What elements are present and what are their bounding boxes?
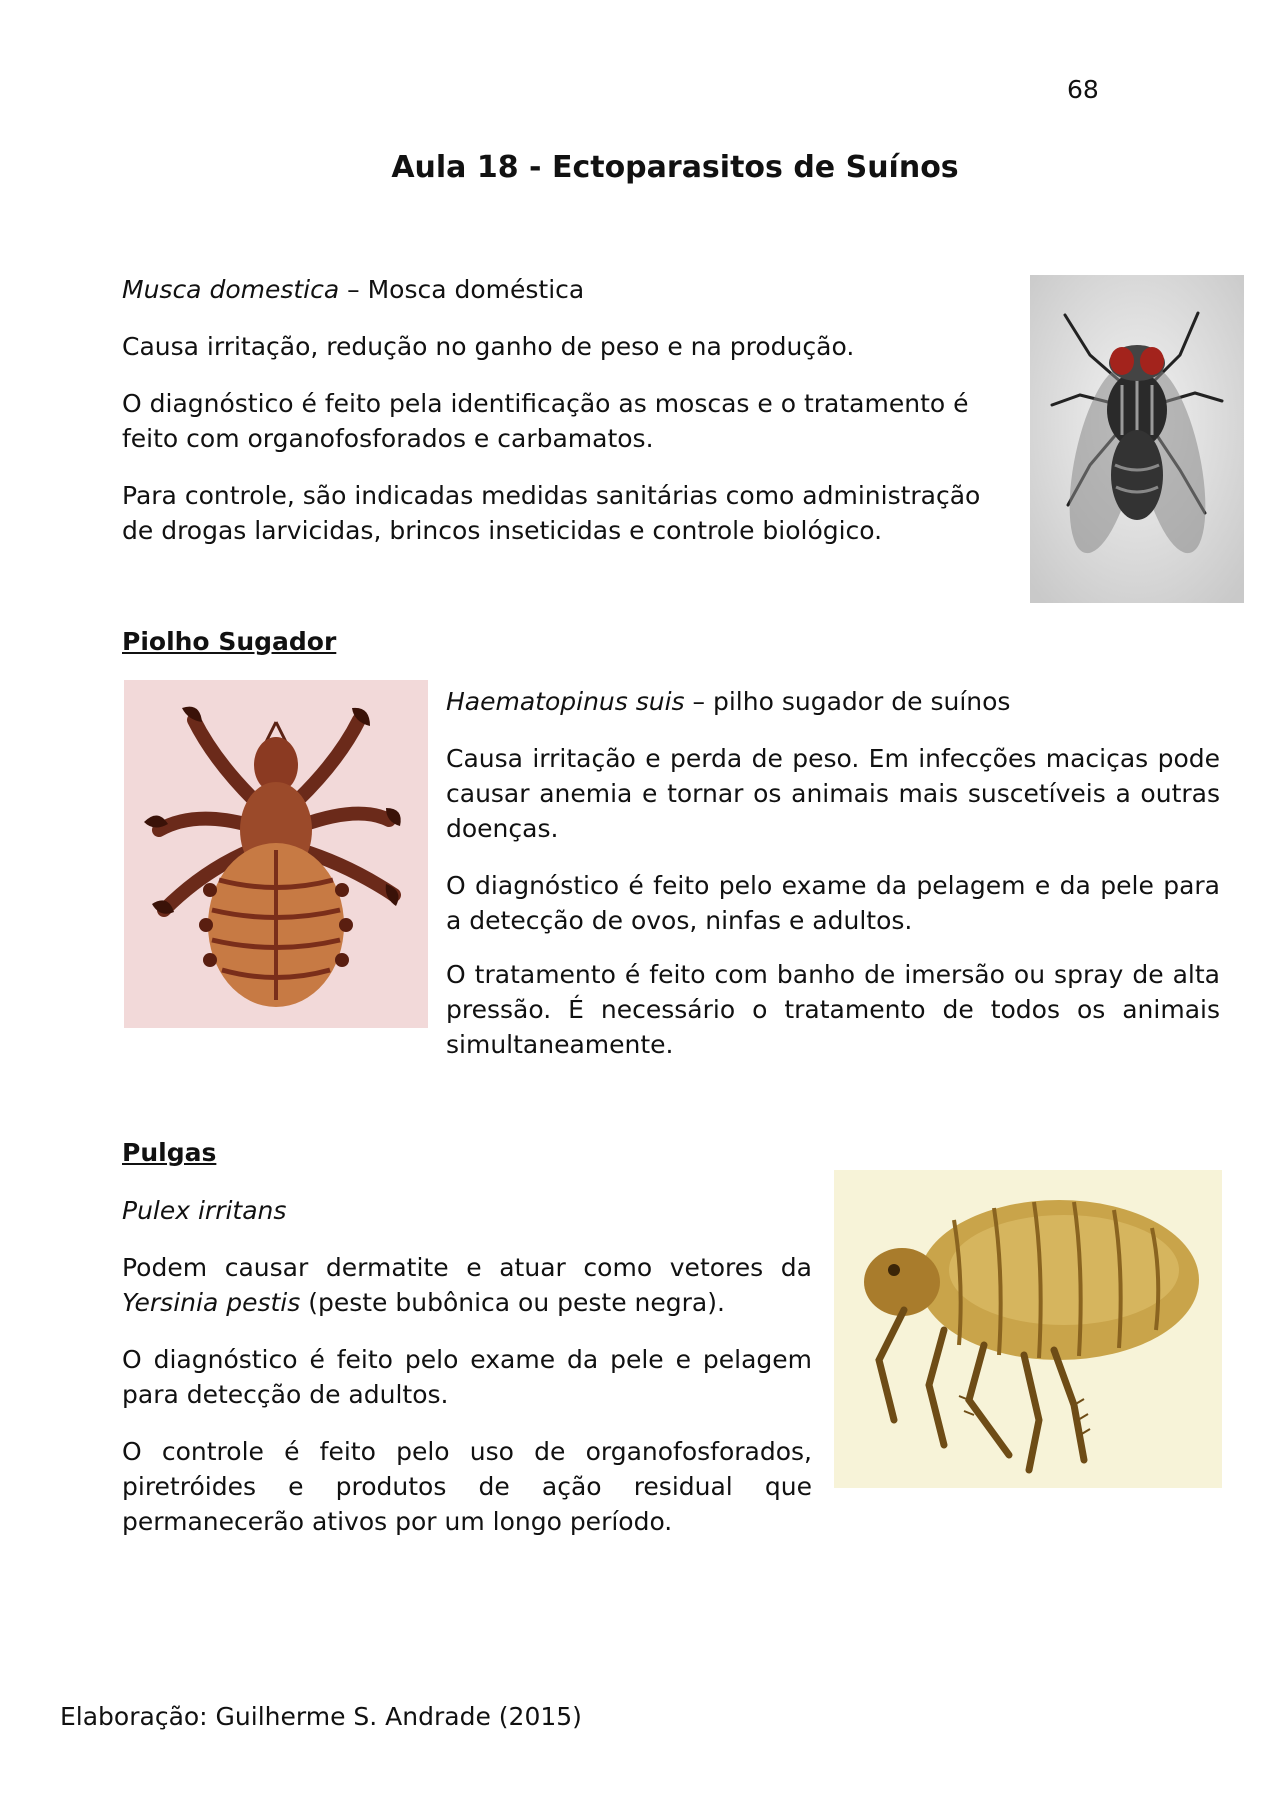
- paragraph: Podem causar dermatite e atuar como vetores da Yersinia pestis (peste bubônica ou peste negra).: [122, 1253, 812, 1317]
- species-name: Pulex irritans: [122, 1196, 287, 1225]
- page-number: 68: [1067, 75, 1099, 104]
- species-name: Musca domestica: [122, 275, 340, 304]
- section-piolho: [446, 684, 1220, 960]
- flea-photo: [834, 1170, 1222, 1488]
- paragraph: Causa irritação e perda de peso. Em infecções maciças pode causar anemia e tornar os animais mais suscetíveis a outras doenças.: [446, 744, 1220, 843]
- paragraph: O tratamento é feito com banho de imersão ou spray de alta pressão. É necessário o tratamento de todos os animais simultaneamente.: [446, 960, 1220, 1059]
- paragraph: Causa irritação, redução no ganho de peso e na produção.: [122, 332, 855, 361]
- species-name: Haematopinus suis: [446, 687, 685, 716]
- section-piolho-treatment: [122, 957, 1220, 1062]
- housefly-photo: [1030, 275, 1244, 603]
- species-common-name: – Mosca doméstica: [339, 275, 585, 304]
- section-heading: Piolho Sugador: [122, 627, 337, 656]
- paragraph: O diagnóstico é feito pela identificação as moscas e o tratamento é feito com organofosforados e carbamatos.: [122, 389, 969, 453]
- paragraph: O controle é feito pelo uso de organofosforados, piretróides e produtos de ação residual que permanecerão ativos por um longo período.: [122, 1437, 812, 1536]
- species-common-name: – pilho sugador de suínos: [684, 687, 1011, 716]
- section-heading: Pulgas: [122, 1138, 217, 1167]
- paragraph: O diagnóstico é feito pelo exame da pele e pelagem para detecção de adultos.: [122, 1345, 812, 1409]
- section-musca: [122, 272, 1014, 570]
- paragraph: Para controle, são indicadas medidas sanitárias como administração de drogas larvicidas, brincos inseticidas e controle biológico.: [122, 481, 981, 545]
- species-line: [122, 1193, 812, 1228]
- paragraph: O diagnóstico é feito pelo exame da pelagem e da pele para a detecção de ovos, ninfas e adultos.: [446, 871, 1220, 935]
- species-line: [446, 684, 1220, 719]
- footer-credit: Elaboração: Guilherme S. Andrade (2015): [60, 1702, 582, 1731]
- page-title: Aula 18 - Ectoparasitos de Suínos: [391, 150, 959, 185]
- section-pulgas: [122, 1193, 812, 1561]
- species-line: [122, 272, 1014, 307]
- pathogen-name: Yersinia pestis: [122, 1288, 301, 1317]
